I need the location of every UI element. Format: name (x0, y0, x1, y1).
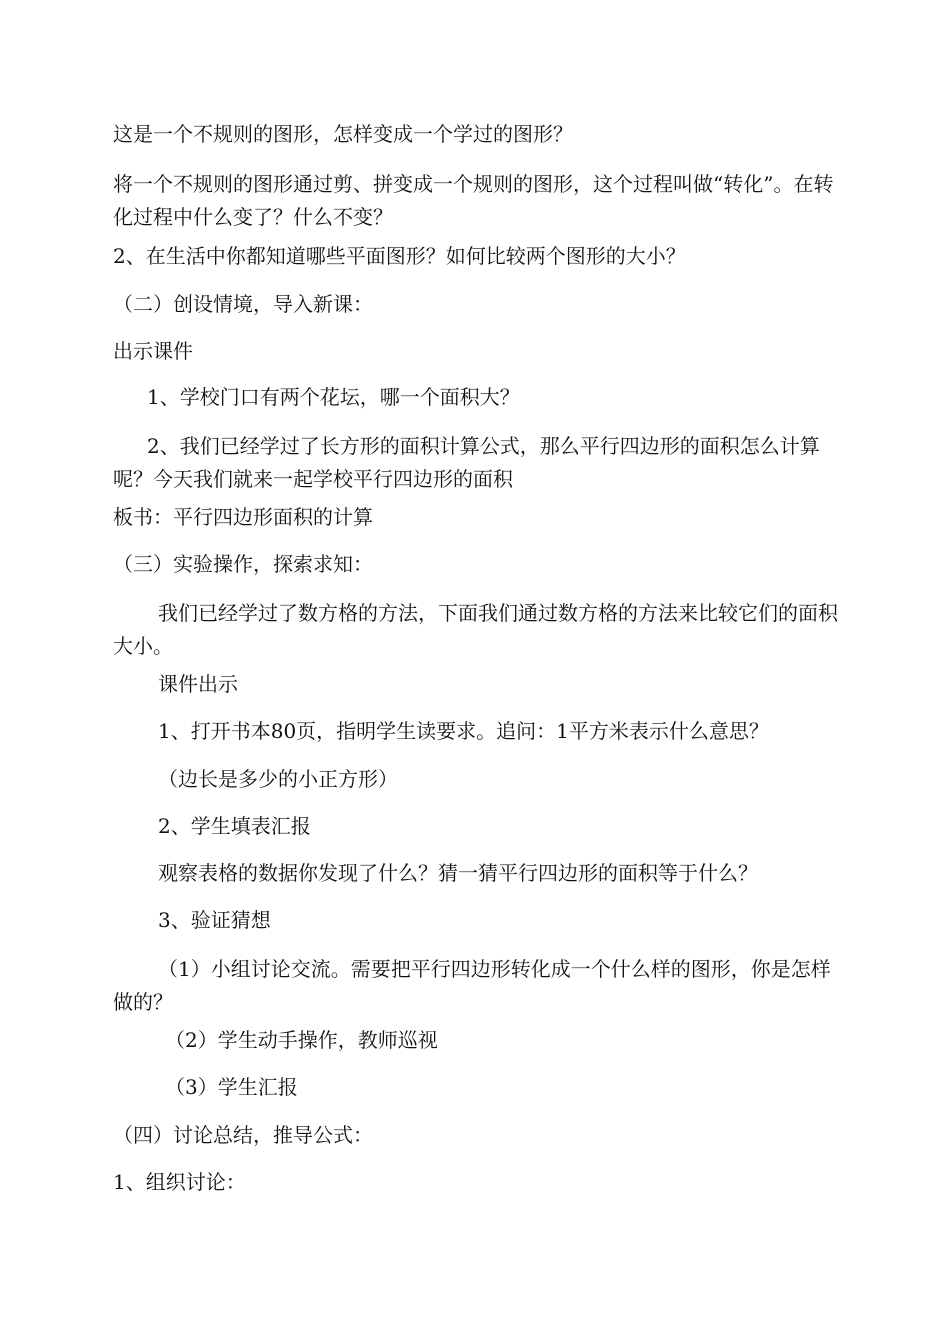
paragraph-compare-shapes: 2、在生活中你都知道哪些平面图形？如何比较两个图形的大小？ (113, 244, 686, 268)
paragraph-area-formula: 2、我们已经学过了长方形的面积计算公式，那么平行四边形的面积怎么计算呢？今天我们就来一起学校平行四边形的面积 (113, 434, 820, 491)
paragraph-fill-table: 2、学生填表汇报 (158, 814, 311, 838)
paragraph-flower-beds: 1、学校门口有两个花坛，哪一个面积大？ (147, 385, 520, 409)
paragraph-count-squares: 我们已经学过了数方格的方法，下面我们通过数方格的方法来比较它们的面积大小。 (113, 601, 838, 658)
paragraph-group-discussion: （1）小组讨论交流。需要把平行四边形转化成一个什么样的图形，你是怎样做的？ (113, 957, 831, 1014)
paragraph-blackboard: 板书：平行四边形面积的计算 (113, 505, 373, 529)
section-heading-2: （二）创设情境，导入新课： (113, 292, 373, 316)
paragraph-irregular-shape: 这是一个不规则的图形，怎样变成一个学过的图形？ (113, 122, 573, 146)
paragraph-organize-discussion: 1、组织讨论： (113, 1170, 246, 1194)
paragraph-open-book: 1、打开书本80页，指明学生读要求。追问：1平方米表示什么意思？ (158, 719, 769, 743)
paragraph-student-report: （3）学生汇报 (165, 1075, 298, 1099)
paragraph-show-courseware: 出示课件 (113, 339, 193, 363)
section-heading-4: （四）讨论总结，推导公式： (113, 1123, 373, 1147)
paragraph-transformation: 将一个不规则的图形通过剪、拼变成一个规则的图形，这个过程叫做“转化”。在转化过程中什么变了？什么不变？ (113, 172, 834, 229)
paragraph-courseware-show: 课件出示 (158, 672, 238, 696)
paragraph-verify-guess: 3、验证猜想 (158, 908, 271, 932)
paragraph-hands-on: （2）学生动手操作，教师巡视 (165, 1028, 438, 1052)
paragraph-small-square: （边长是多少的小正方形） (158, 767, 398, 791)
section-heading-3: （三）实验操作，探索求知： (113, 552, 373, 576)
paragraph-observe-table: 观察表格的数据你发现了什么？猜一猜平行四边形的面积等于什么？ (158, 861, 758, 885)
